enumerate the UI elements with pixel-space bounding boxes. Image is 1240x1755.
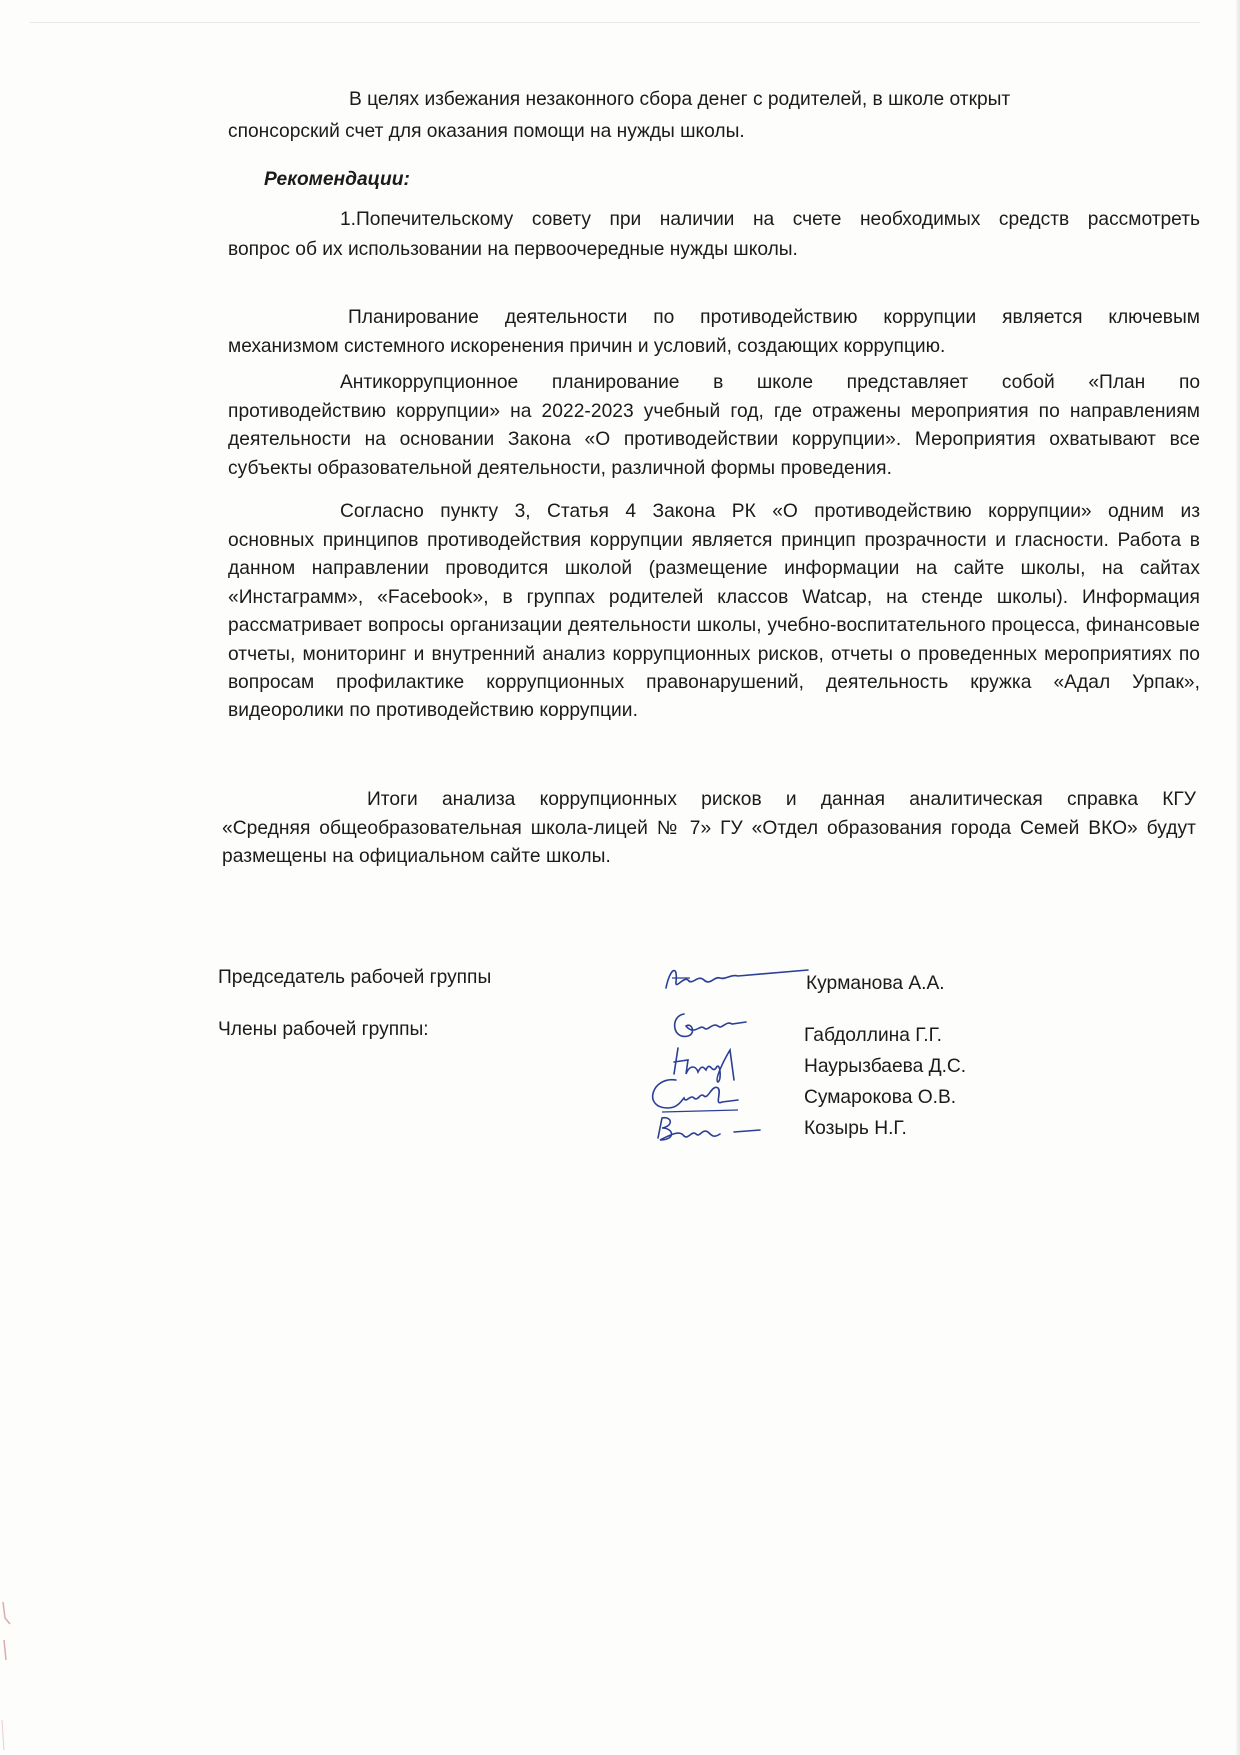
scan-edge-right <box>1236 0 1240 1755</box>
signature-member-1 <box>666 1006 756 1044</box>
recommendations-heading: Рекомендации: <box>264 169 410 190</box>
member-name-2: Наурызбаева Д.С. <box>804 1056 967 1077</box>
intro-line-2: спонсорский счет для оказания помощи на нужды школы. <box>228 121 745 142</box>
signature-member-4 <box>650 1112 770 1148</box>
signature-chair <box>660 958 810 998</box>
members-label: Члены рабочей группы: <box>218 1019 429 1040</box>
results-rest: «Средняя общеобразовательная школа-лицей № 7» ГУ «Отдел образования города Семей ВКО» будут размещены на официальном сайте школы. <box>222 818 1196 868</box>
member-name-3: Сумарокова О.В. <box>804 1087 957 1108</box>
member-name-4: Козырь Н.Г. <box>804 1118 907 1139</box>
signature-member-3 <box>638 1072 748 1116</box>
chair-label: Председатель рабочей группы <box>218 967 492 988</box>
member-name-1: Габдоллина Г.Г. <box>804 1025 943 1046</box>
planning-p2-first: Антикоррупционное планирование в школе представляет собой «План по <box>340 372 1200 393</box>
planning-p2-rest: противодействию коррупции» на 2022-2023 учебный год, где отражены мероприятия по направлениям деятельности на основании Закона «О противодействии коррупции». Мероприятия охватывают все субъекты образовательной деятельности, различной формы проведения. <box>228 401 1200 479</box>
planning-p3-rest: основных принципов противодействия коррупции является принцип прозрачности и гласности. Работа в данном направлении проводится школой (размещение информации на сайте школы, на сайтах «Инстаграмм», «Facebook», в группах родителей классов Watcap, на стенде школы). Информация рассматривает вопросы организации деятельности школы, учебно-воспитательного процесса, финансовые отчеты, мониторинг и внутренний анализ коррупционных рисков, отчеты о проведенных мероприятиях по вопросам профилактике коррупционных правонарушений, деятельность кружка «Адал Урпак», видеоролики по противодействию коррупции. <box>228 530 1200 722</box>
scan-artifact-mark <box>0 1600 20 1755</box>
intro-line-1: В целях избежания незаконного сбора денег с родителей, в школе открыт <box>349 89 1011 110</box>
results-first: Итоги анализа коррупционных рисков и данная аналитическая справка КГУ <box>367 789 1196 810</box>
recommendation-item-1-rest: вопрос об их использовании на первоочередные нужды школы. <box>228 239 798 260</box>
recommendation-item-1-first: 1.Попечительскому совету при наличии на счете необходимых средств рассмотреть <box>340 209 1200 230</box>
chair-name: Курманова А.А. <box>806 973 945 994</box>
planning-p1-rest: механизмом системного искоренения причин и условий, создающих коррупцию. <box>228 336 946 357</box>
planning-p3-first: Согласно пункту 3, Статья 4 Закона РК «О противодействию коррупции» одним из <box>340 501 1200 522</box>
scan-edge-top <box>30 22 1200 23</box>
planning-p1-first: Планирование деятельности по противодействию коррупции является ключевым <box>348 307 1200 328</box>
